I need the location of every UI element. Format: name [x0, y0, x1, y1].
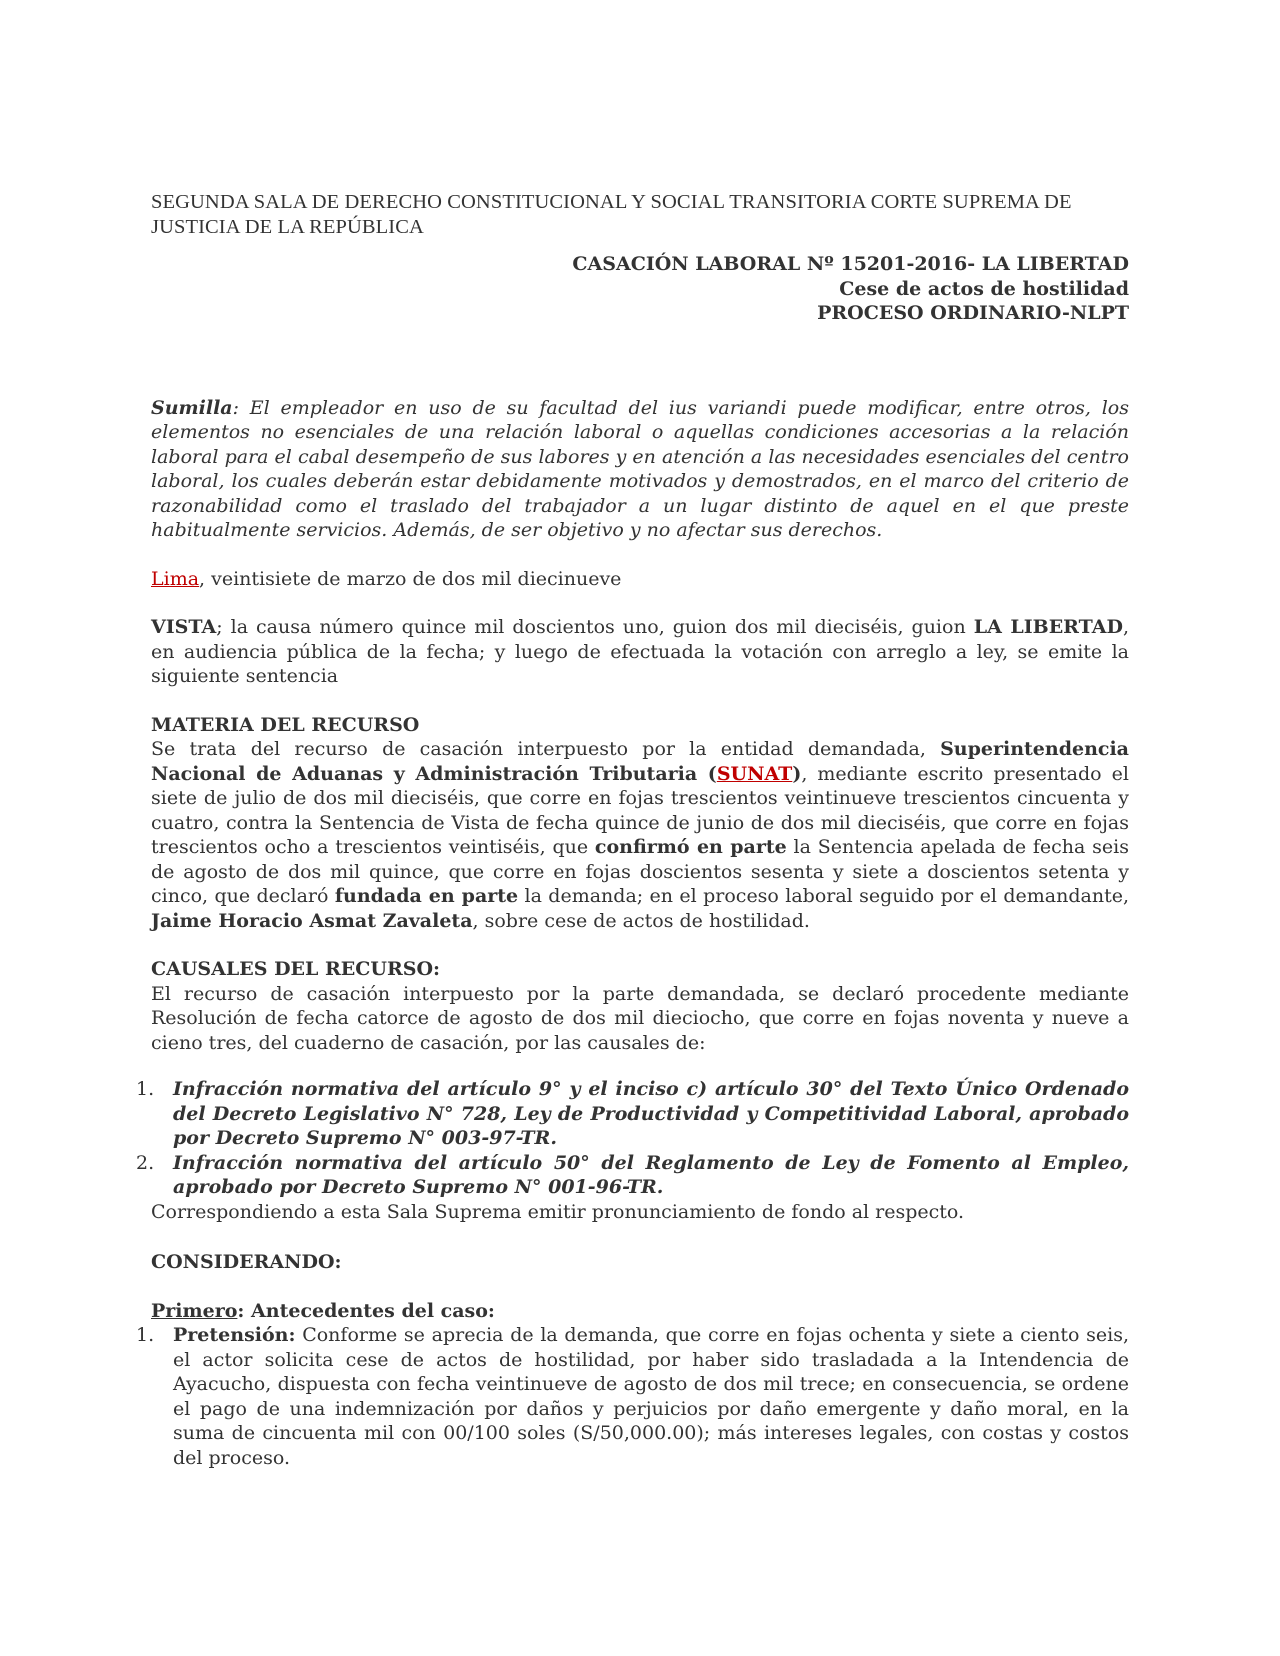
- place-link[interactable]: Lima: [151, 567, 200, 590]
- pretension-text: Conforme se aprecia de la demanda, que corre en fojas ochenta y siete a ciento seis, el actor solicita cese de actos de hostilidad, por haber sido trasladada a la Intendencia de Ayacucho, dispuesta con fecha veintinueve de agosto de dos mil trece; en consecuencia, se ordene el pago de una indemnización por daños y perjuicios por daño emergente y daño moral, en la suma de cincuenta mil con 00/100 soles (S/50,000.00); más intereses legales, con costas y costos del proceso.: [173, 1324, 1129, 1469]
- primero-label: Primero: [151, 1299, 238, 1322]
- vista-text: ; la causa número quince mil doscientos uno, guion dos mil dieciséis, guion: [216, 616, 974, 638]
- materia-text-4: la demanda; en el proceso laboral seguido por el demandante,: [518, 885, 1129, 907]
- list-item: [136, 1077, 1129, 1151]
- materia-heading: MATERIA DEL RECURSO: [151, 713, 420, 736]
- sumilla-text: : El empleador en uso de su facultad del ius variandi puede modificar, entre otros, los elementos no esenciales de una relación laboral o aquellas condiciones accesorias a la relación laboral para el cabal desempeño de sus labores y en atención a las necesidades esenciales del centro laboral, los cuales deberán estar debidamente motivados y demostrados, en el marco del criterio de razonabilidad como el traslado del trabajador a un lugar distinto de aquel en el que preste habitualmente servicios. Además, de ser objetivo y no afectar sus derechos.: [151, 396, 1129, 541]
- vista-place: LA LIBERTAD: [973, 616, 1123, 638]
- sunat-link[interactable]: SUNAT: [716, 762, 793, 785]
- sumilla-paragraph: [151, 396, 1129, 543]
- fundada-bold: fundada en parte: [334, 885, 519, 907]
- list-item: [136, 1151, 1129, 1200]
- entity-name: Superintendencia Nacional de Aduanas y Administración Tributaria (: [151, 738, 1129, 785]
- causales-closing: Correspondiendo a esta Sala Suprema emitir pronunciamiento de fondo al respecto.: [151, 1200, 965, 1223]
- confirmo-bold: confirmó en parte: [594, 836, 787, 858]
- materia-text-2: , mediante escrito presentado el siete de julio de dos mil dieciséis, que corre en fojas trescientos veintinueve trescientos cincuenta y cuatro, contra la Sentencia de Vista de fecha quince de junio de dos mil dieciséis, que corre en fojas trescientos ocho a trescientos veintiséis, que: [151, 762, 1129, 858]
- materia-text-5: , sobre cese de actos de hostilidad.: [472, 909, 810, 932]
- date-text: , veintisiete de marzo de dos mil diecinueve: [199, 567, 622, 590]
- list-item: [136, 1323, 1129, 1470]
- primero-heading: [151, 1299, 1129, 1324]
- case-header-block: [151, 252, 1129, 326]
- causal-text: Infracción normativa del artículo 50° del Reglamento de Ley de Fomento al Empleo, aprobado por Decreto Supremo N° 001-96-TR.: [173, 1151, 1129, 1198]
- materia-text: Se trata del recurso de casación interpuesto por la entidad demandada,: [151, 738, 941, 760]
- sumilla-label: Sumilla: [151, 396, 233, 419]
- court-heading: SEGUNDA SALA DE DERECHO CONSTITUCIONAL Y SOCIAL TRANSITORIA CORTE SUPREMA DE JUSTICIA DE LA REPÚBLICA: [151, 191, 1072, 238]
- entity-close: ): [792, 762, 802, 785]
- causales-list: [136, 1077, 1129, 1200]
- causales-intro: El recurso de casación interpuesto por la parte demandada, se declaró procedente mediante Resolución de fecha catorce de agosto de dos mil dieciocho, que corre en fojas noventa y nueve a cieno tres, del cuaderno de casación, por las causales de:: [151, 982, 1129, 1054]
- considerando-list: [136, 1323, 1129, 1470]
- case-subject: Cese de actos de hostilidad: [839, 277, 1129, 300]
- primero-title: : Antecedentes del caso:: [237, 1299, 495, 1322]
- vista-paragraph: [151, 615, 1129, 689]
- case-number: CASACIÓN LABORAL Nº 15201-2016- LA LIBERTAD: [572, 253, 1129, 275]
- materia-text-3: la Sentencia apelada de fecha seis de agosto de dos mil quince, que corre en fojas doscientos sesenta y siete a doscientos setenta y cinco, que declaró: [151, 836, 1129, 907]
- list-number: 1.: [136, 1078, 155, 1100]
- document-body: [136, 190, 1130, 1470]
- considerando-heading: CONSIDERANDO:: [151, 1251, 342, 1273]
- causal-text: Infracción normativa del artículo 9° y el inciso c) artículo 30° del Texto Único Ordenado del Decreto Legislativo N° 728, Ley de Productividad y Competitividad Laboral, aprobado por Decreto Supremo N° 003-97-TR.: [173, 1078, 1129, 1149]
- plaintiff-name: Jaime Horacio Asmat Zavaleta: [151, 909, 473, 932]
- materia-paragraph: [151, 737, 1129, 933]
- process-type: PROCESO ORDINARIO-NLPT: [817, 302, 1129, 324]
- list-number: 2.: [136, 1151, 155, 1174]
- date-line: [151, 567, 1129, 592]
- list-number: 1.: [136, 1324, 155, 1346]
- vista-label: VISTA: [151, 616, 217, 638]
- vista-text-end: , en audiencia pública de la fecha; y luego de efectuada la votación con arreglo a ley, se emite la siguiente sentencia: [151, 616, 1130, 687]
- causales-heading: CAUSALES DEL RECURSO:: [151, 958, 441, 980]
- pretension-label: Pretensión:: [173, 1324, 296, 1346]
